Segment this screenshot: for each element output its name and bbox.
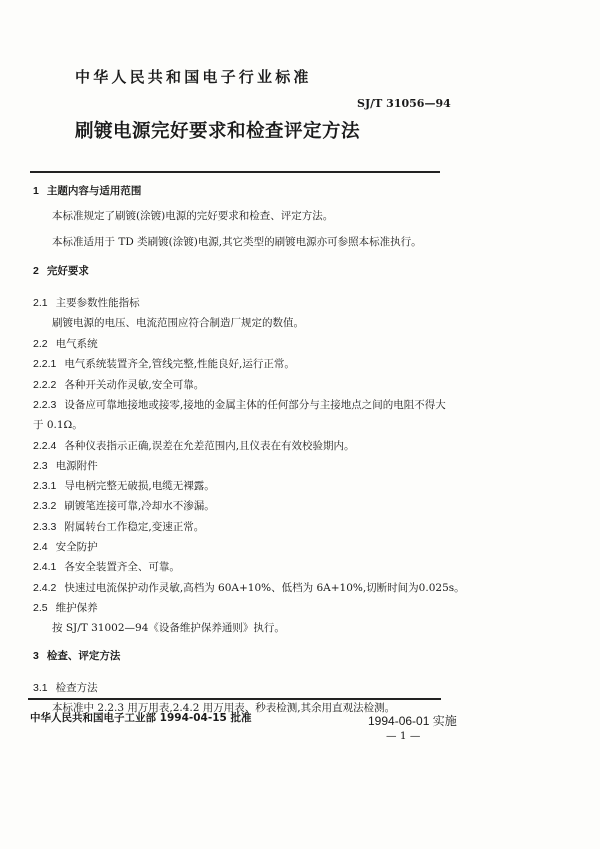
clause-2-2-4 (33, 438, 355, 453)
clause-2-4 (33, 539, 98, 554)
paragraph: 按 SJ/T 31002—94《设备维护保养通则》执行。 (52, 622, 285, 634)
clause-2-4-1 (33, 559, 180, 574)
clause-number: 2.2.2 (33, 379, 57, 391)
clause-3-1 (33, 680, 98, 695)
section-1-heading (33, 183, 141, 198)
clause-2-2-1 (33, 356, 295, 371)
clause-text: 快速过电流保护动作灵敏,高档为 60A+10%、低档为 6A+10%,切断时间为0.025s。 (64, 582, 465, 594)
clause-2-2 (33, 336, 98, 351)
clause-number: 2.2.1 (33, 358, 57, 370)
clause-text: 导电柄完整无破损,电缆无裸露。 (64, 480, 215, 492)
clause-2-3-1 (33, 478, 215, 493)
section-title: 主题内容与适用范围 (46, 185, 142, 197)
clause-text: 电气系统装置齐全,管线完整,性能良好,运行正常。 (64, 358, 295, 370)
clause-text: 各种开关动作灵敏,安全可靠。 (64, 379, 205, 391)
page-number: — 1 — (386, 730, 421, 742)
clause-title: 主要参数性能指标 (55, 297, 140, 309)
clause-number: 2.3.3 (33, 521, 57, 533)
clause-number: 2.3.1 (33, 480, 57, 492)
clause-number: 2.5 (33, 602, 48, 614)
clause-2-4-2 (33, 580, 465, 595)
clause-title: 维护保养 (55, 602, 98, 614)
clause-title: 电源附件 (55, 460, 98, 472)
clause-text: 各种仪表指示正确,误差在允差范围内,且仪表在有效校验期内。 (64, 440, 355, 452)
section-number: 3 (33, 650, 39, 662)
clause-number: 2.2.3 (33, 399, 57, 411)
section-2-heading (33, 263, 89, 278)
clause-number: 2.1 (33, 297, 48, 309)
clause-number: 2.4.1 (33, 561, 57, 573)
header-divider (30, 171, 440, 173)
standard-type: 中华人民共和国电子行业标准 (75, 68, 312, 86)
clause-2-5 (33, 600, 98, 615)
clause-2-3 (33, 458, 98, 473)
clause-continuation: 于 0.1Ω。 (33, 419, 83, 431)
clause-2-2-2 (33, 377, 204, 392)
clause-number: 3.1 (33, 682, 48, 694)
clause-text: 刷镀笔连接可靠,冷却水不渗漏。 (64, 500, 215, 512)
clause-number: 2.4.2 (33, 582, 57, 594)
paragraph: 本标准规定了刷镀(涂镀)电源的完好要求和检查、评定方法。 (52, 210, 334, 222)
paragraph: 本标准中 2.2.3 用万用表,2.4.2 用万用表、秒表检测,其余用直观法检测。 (52, 702, 396, 714)
effective-date: 1994-06-01 实施 (368, 714, 457, 728)
clause-number: 2.2 (33, 338, 48, 350)
section-number: 1 (33, 185, 39, 197)
clause-number: 2.3 (33, 460, 48, 472)
clause-2-1 (33, 295, 140, 310)
clause-text: 附属转台工作稳定,变速正常。 (64, 521, 205, 533)
clause-text: 各安全装置齐全、可靠。 (64, 561, 180, 573)
clause-2-2-3 (33, 397, 446, 412)
clause-title: 检查方法 (55, 682, 98, 694)
section-number: 2 (33, 265, 39, 277)
clause-2-3-3 (33, 519, 204, 534)
clause-number: 2.4 (33, 541, 48, 553)
section-3-heading (33, 648, 120, 663)
clause-title: 电气系统 (55, 338, 98, 350)
clause-text: 设备应可靠地接地或接零,接地的金属主体的任何部分与主接地点之间的电阻不得大 (64, 399, 446, 411)
clause-number: 2.3.2 (33, 500, 57, 512)
clause-number: 2.2.4 (33, 440, 57, 452)
footer-divider (28, 698, 441, 700)
section-title: 检查、评定方法 (46, 650, 121, 662)
paragraph: 本标准适用于 TD 类刷镀(涂镀)电源,其它类型的刷镀电源亦可参照本标准执行。 (52, 236, 422, 248)
clause-title: 安全防护 (55, 541, 98, 553)
approval-line: 中华人民共和国电子工业部 1994-04-15 批准 (30, 712, 252, 724)
paragraph: 刷镀电源的电压、电流范围应符合制造厂规定的数值。 (52, 317, 304, 329)
document-title: 刷镀电源完好要求和检查评定方法 (75, 121, 361, 142)
section-title: 完好要求 (46, 265, 89, 277)
clause-2-3-2 (33, 498, 215, 513)
standard-code: SJ/T 31056—94 (357, 97, 451, 110)
